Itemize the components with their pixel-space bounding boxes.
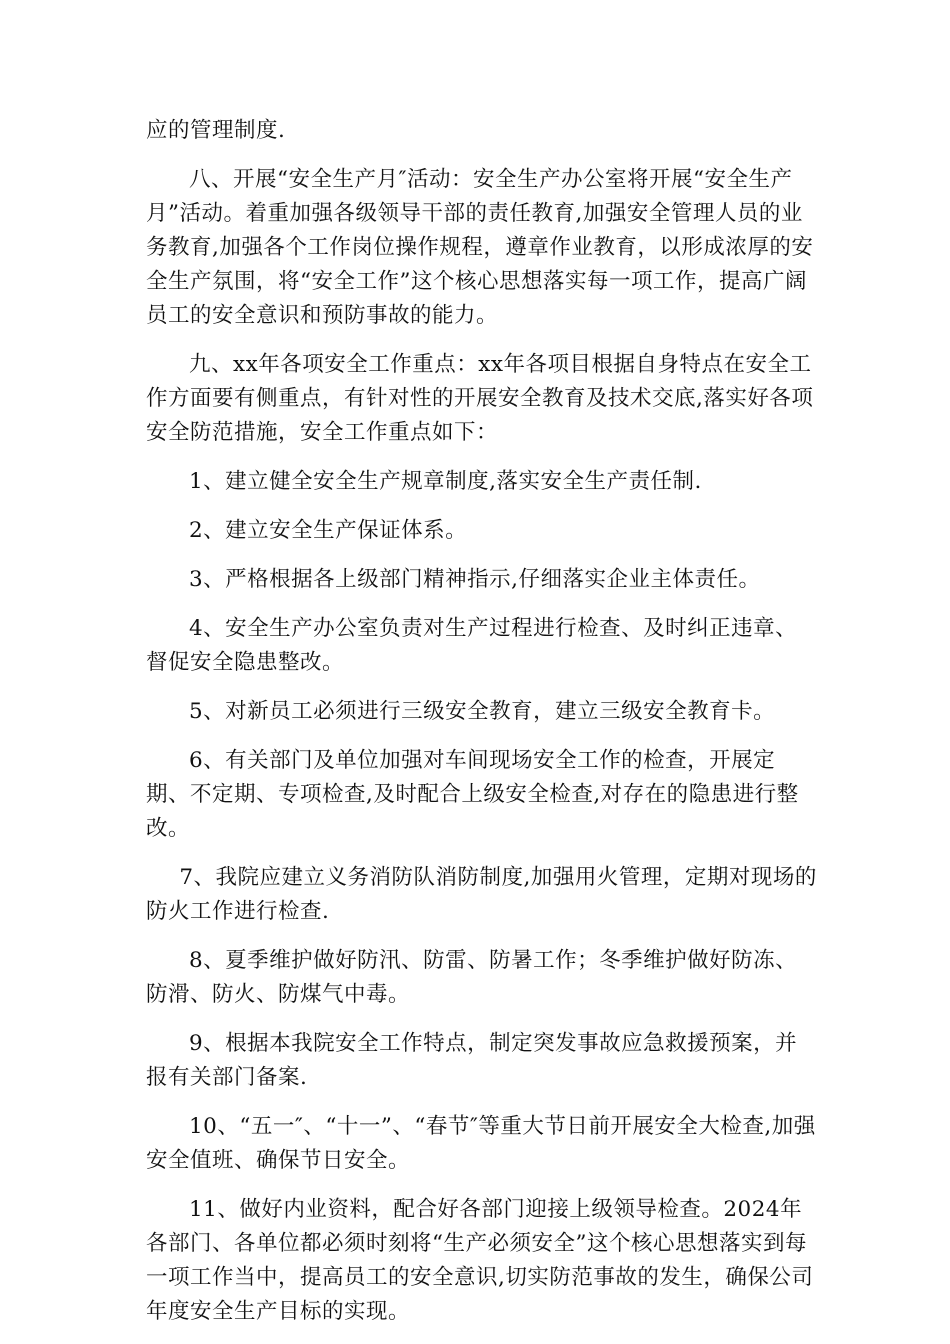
list-item-5: 5、对新员工必须进行三级安全教育，建立三级安全教育卡。 — [189, 699, 776, 724]
list-item-1: 1、建立健全安全生产规章制度,落实安全生产责任制. — [189, 469, 702, 494]
list-item-9: 9、根据本我院安全工作特点，制定突发事故应急救援预案，并报有关部门备案. — [146, 1031, 798, 1090]
paragraph-section-9: 九、xx年各项安全工作重点：xx年各项目根据自身特点在安全工作方面要有侧重点，有针对性的开展安全教育及技术交底,落实好各项安全防范措施，安全工作重点如下： — [146, 352, 814, 445]
list-item-2: 2、建立安全生产保证体系。 — [189, 518, 468, 543]
list-item-11: 11、做好内业资料，配合好各部门迎接上级领导检查。2024年各部门、各单位都必须时刻将“生产必须安全”这个核心思想落实到每一项工作当中，提高员工的安全意识,切实防范事故的发生，确保公司年度安全生产目标的实现。 — [146, 1197, 814, 1324]
list-item-8: 8、夏季维护做好防汛、防雷、防暑工作；冬季维护做好防冻、防滑、防火、防煤气中毒。 — [146, 948, 798, 1007]
paragraph-continuation: 应的管理制度. — [146, 118, 286, 143]
list-item-10: 10、“五一″、“十一”、“春节″等重大节日前开展安全大检查,加强安全值班、确保节日安全。 — [146, 1114, 816, 1173]
paragraph-section-8: 八、开展“安全生产月″活动：安全生产办公室将开展“安全生产月”活动。着重加强各级领导干部的责任教育,加强安全管理人员的业务教育,加强各个工作岗位操作规程，遵章作业教育，以形成浓厚的安全生产氛围，将“安全工作”这个核心思想落实每一项工作，提高广阔员工的安全意识和预防事故的能力。 — [146, 167, 814, 328]
list-item-4: 4、安全生产办公室负责对生产过程进行检查、及时纠正违章、督促安全隐患整改。 — [146, 616, 798, 675]
document-body — [146, 114, 818, 1344]
list-item-3: 3、严格根据各上级部门精神指示,仔细落实企业主体责任。 — [189, 567, 761, 592]
list-item-6: 6、有关部门及单位加强对车间现场安全工作的检查，开展定期、不定期、专项检查,及时配合上级安全检查,对存在的隐患进行整改。 — [146, 748, 799, 841]
list-item-7: 7、我院应建立义务消防队消防制度,加强用火管理，定期对现场的防火工作进行检查. — [146, 865, 817, 924]
